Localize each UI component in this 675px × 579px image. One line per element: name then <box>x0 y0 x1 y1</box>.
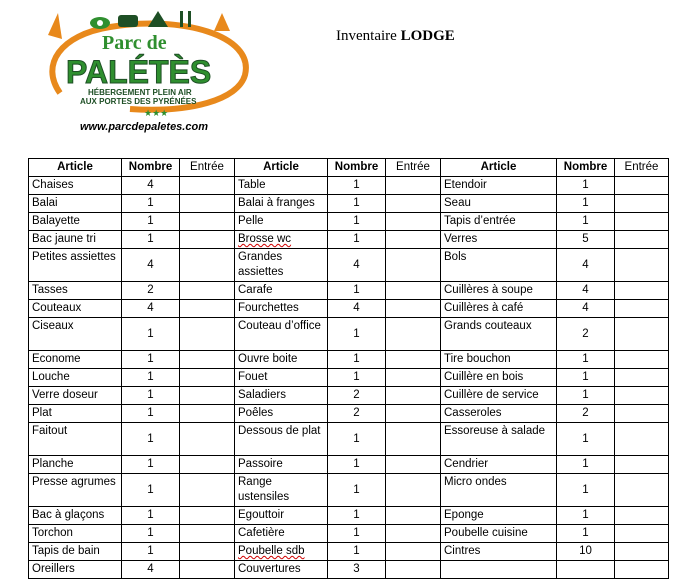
article-cell <box>235 213 328 231</box>
article-label: Tire bouchon <box>444 353 511 365</box>
entree-cell[interactable] <box>180 300 235 318</box>
article-cell <box>441 525 557 543</box>
nombre-cell: 2 <box>557 318 615 351</box>
entree-cell[interactable] <box>386 351 441 369</box>
article-label: Etendoir <box>444 179 487 191</box>
article-label: Bols <box>444 251 467 263</box>
nombre-cell: 10 <box>557 543 615 561</box>
nombre-cell: 1 <box>122 195 180 213</box>
article-label: Torchon <box>32 527 73 539</box>
entree-cell[interactable] <box>386 300 441 318</box>
nombre-cell: 1 <box>328 369 386 387</box>
table-row <box>29 231 669 249</box>
article-cell <box>235 351 328 369</box>
entree-cell[interactable] <box>386 213 441 231</box>
nombre-cell: 1 <box>328 507 386 525</box>
nombre-cell: 4 <box>122 249 180 282</box>
article-label: Presse agrumes <box>32 476 116 488</box>
nombre-cell: 1 <box>557 456 615 474</box>
article-label: Seau <box>444 197 471 209</box>
nombre-cell: 1 <box>557 525 615 543</box>
entree-cell[interactable] <box>180 318 235 351</box>
table-row <box>29 249 669 282</box>
article-cell <box>441 300 557 318</box>
entree-cell[interactable] <box>180 561 235 579</box>
nombre-cell: 1 <box>328 231 386 249</box>
article-label: Faitout <box>32 425 68 437</box>
article-label: Passoire <box>238 458 283 470</box>
article-label: Bac à glaçons <box>32 509 105 521</box>
header-entree-3: Entrée <box>615 159 669 177</box>
article-label: Bac jaune tri <box>32 233 96 245</box>
entree-cell[interactable] <box>180 369 235 387</box>
nombre-cell: 1 <box>122 405 180 423</box>
nombre-cell: 2 <box>557 405 615 423</box>
article-label: Tapis de bain <box>32 545 100 557</box>
header-entree-2: Entrée <box>386 159 441 177</box>
article-cell <box>29 525 122 543</box>
article-label: Balayette <box>32 215 80 227</box>
nombre-cell: 1 <box>328 351 386 369</box>
entree-cell[interactable] <box>180 282 235 300</box>
nombre-cell: 1 <box>122 387 180 405</box>
nombre-cell: 1 <box>122 543 180 561</box>
nombre-cell: 1 <box>557 195 615 213</box>
article-cell <box>441 231 557 249</box>
article-cell <box>441 507 557 525</box>
entree-cell[interactable] <box>180 456 235 474</box>
entree-cell[interactable] <box>180 177 235 195</box>
entree-cell[interactable] <box>180 351 235 369</box>
article-label: Poêles <box>238 407 274 419</box>
article-cell <box>441 177 557 195</box>
article-cell <box>29 282 122 300</box>
table-row <box>29 561 669 579</box>
entree-cell[interactable] <box>180 387 235 405</box>
nombre-cell: 1 <box>122 318 180 351</box>
article-label: Saladiers <box>238 389 286 401</box>
header-article-1: Article <box>29 159 122 177</box>
article-cell <box>235 387 328 405</box>
table-row <box>29 195 669 213</box>
nombre-cell: 1 <box>328 318 386 351</box>
article-cell <box>29 474 122 507</box>
entree-cell[interactable] <box>180 474 235 507</box>
logo-brand-main: PALÉTÈS <box>66 54 212 90</box>
article-label: Poubelle cuisine <box>444 527 528 539</box>
header-nombre-3: Nombre <box>557 159 615 177</box>
entree-cell[interactable] <box>386 405 441 423</box>
entree-cell[interactable] <box>386 525 441 543</box>
nombre-cell: 4 <box>328 249 386 282</box>
article-cell <box>235 231 328 249</box>
article-cell <box>441 249 557 282</box>
article-label: Fouet <box>238 371 268 383</box>
table-header-row <box>29 159 669 177</box>
nombre-cell: 4 <box>557 300 615 318</box>
header-article-3: Article <box>441 159 557 177</box>
table-row <box>29 177 669 195</box>
article-label: Chaises <box>32 179 74 191</box>
table-row <box>29 525 669 543</box>
article-label: Verre doseur <box>32 389 98 401</box>
article-label: Cuillères à café <box>444 302 524 314</box>
article-cell <box>235 507 328 525</box>
article-cell <box>235 369 328 387</box>
nombre-cell: 1 <box>122 231 180 249</box>
article-cell <box>441 282 557 300</box>
article-label: Casseroles <box>444 407 502 419</box>
title-name: LODGE <box>400 28 455 44</box>
article-label: Petites assiettes <box>32 251 116 263</box>
article-cell <box>29 249 122 282</box>
header-nombre-2: Nombre <box>328 159 386 177</box>
article-label: Range ustensiles <box>238 476 290 503</box>
entree-cell[interactable] <box>615 561 669 579</box>
entree-cell[interactable] <box>615 405 669 423</box>
article-label: Plat <box>32 407 52 419</box>
article-label: Dessous de plat <box>238 425 321 437</box>
entree-cell[interactable] <box>386 249 441 282</box>
entree-cell[interactable] <box>180 195 235 213</box>
article-label: Cuillères à soupe <box>444 284 533 296</box>
article-cell <box>29 177 122 195</box>
article-label: Poubelle sdb <box>238 545 305 557</box>
article-cell <box>29 195 122 213</box>
article-cell <box>235 456 328 474</box>
article-cell <box>235 405 328 423</box>
entree-cell[interactable] <box>615 543 669 561</box>
article-cell <box>235 300 328 318</box>
nombre-cell: 1 <box>328 525 386 543</box>
article-cell <box>441 195 557 213</box>
entree-cell[interactable] <box>615 318 669 351</box>
article-cell <box>441 369 557 387</box>
entree-cell[interactable] <box>180 405 235 423</box>
article-cell <box>29 561 122 579</box>
entree-cell[interactable] <box>386 369 441 387</box>
entree-cell[interactable] <box>180 249 235 282</box>
logo-tagline-1: HÉBERGEMENT PLEIN AIR <box>88 88 192 97</box>
nombre-cell: 2 <box>122 282 180 300</box>
article-cell <box>441 213 557 231</box>
article-cell <box>29 351 122 369</box>
nombre-cell: 4 <box>557 282 615 300</box>
nombre-cell: 1 <box>557 423 615 456</box>
article-cell <box>235 561 328 579</box>
article-cell <box>29 318 122 351</box>
table-row <box>29 507 669 525</box>
table-row <box>29 369 669 387</box>
document-title <box>336 28 455 45</box>
entree-cell[interactable] <box>615 282 669 300</box>
article-label: Cendrier <box>444 458 489 470</box>
table-row <box>29 405 669 423</box>
article-label: Planche <box>32 458 74 470</box>
entree-cell[interactable] <box>615 474 669 507</box>
article-cell <box>235 543 328 561</box>
entree-cell[interactable] <box>386 282 441 300</box>
article-cell <box>441 423 557 456</box>
title-prefix: Inventaire <box>336 28 397 44</box>
entree-cell[interactable] <box>386 543 441 561</box>
nombre-cell: 2 <box>328 387 386 405</box>
logo-brand-top: Parc de <box>102 32 167 54</box>
nombre-cell: 1 <box>557 507 615 525</box>
article-cell <box>441 561 557 579</box>
nombre-cell: 1 <box>122 351 180 369</box>
nombre-cell <box>557 561 615 579</box>
nombre-cell: 1 <box>122 456 180 474</box>
entree-cell[interactable] <box>180 231 235 249</box>
table-row <box>29 213 669 231</box>
article-cell <box>29 405 122 423</box>
entree-cell[interactable] <box>615 369 669 387</box>
article-cell <box>235 249 328 282</box>
article-cell <box>29 231 122 249</box>
nombre-cell: 1 <box>122 474 180 507</box>
nombre-cell: 4 <box>557 249 615 282</box>
article-cell <box>235 195 328 213</box>
entree-cell[interactable] <box>180 507 235 525</box>
article-label: Fourchettes <box>238 302 299 314</box>
entree-cell[interactable] <box>615 351 669 369</box>
article-label: Tapis d’entrée <box>444 215 516 227</box>
table-row <box>29 474 669 507</box>
article-label: Balai à franges <box>238 197 315 209</box>
nombre-cell: 1 <box>557 387 615 405</box>
nombre-cell: 1 <box>557 213 615 231</box>
entree-cell[interactable] <box>386 231 441 249</box>
entree-cell[interactable] <box>180 525 235 543</box>
article-label: Micro ondes <box>444 476 507 488</box>
parc-de-paletes-logo <box>40 5 258 137</box>
article-label: Couvertures <box>238 563 301 575</box>
article-cell <box>29 300 122 318</box>
article-cell <box>235 318 328 351</box>
header-nombre-1: Nombre <box>122 159 180 177</box>
article-cell <box>441 456 557 474</box>
article-label: Econome <box>32 353 81 365</box>
article-label: Louche <box>32 371 70 383</box>
header-article-2: Article <box>235 159 328 177</box>
entree-cell[interactable] <box>615 177 669 195</box>
entree-cell[interactable] <box>180 543 235 561</box>
nombre-cell: 1 <box>122 369 180 387</box>
article-label: Egouttoir <box>238 509 285 521</box>
entree-cell[interactable] <box>386 423 441 456</box>
entree-cell[interactable] <box>386 387 441 405</box>
nombre-cell: 4 <box>122 300 180 318</box>
entree-cell[interactable] <box>615 525 669 543</box>
nombre-cell: 4 <box>122 561 180 579</box>
article-label: Ouvre boite <box>238 353 298 365</box>
article-label: Grandes assiettes <box>238 251 284 278</box>
entree-cell[interactable] <box>180 213 235 231</box>
entree-cell[interactable] <box>615 231 669 249</box>
article-label: Essoreuse à salade <box>444 425 546 437</box>
article-cell <box>235 423 328 456</box>
entree-cell[interactable] <box>615 249 669 282</box>
article-label: Tasses <box>32 284 68 296</box>
article-cell <box>29 507 122 525</box>
article-cell <box>29 387 122 405</box>
article-label: Pelle <box>238 215 264 227</box>
entree-cell[interactable] <box>615 507 669 525</box>
article-label: Brosse wc <box>238 233 292 245</box>
nombre-cell: 1 <box>557 474 615 507</box>
nombre-cell: 1 <box>122 423 180 456</box>
table-row <box>29 387 669 405</box>
nombre-cell: 1 <box>328 213 386 231</box>
entree-cell[interactable] <box>615 423 669 456</box>
nombre-cell: 1 <box>557 177 615 195</box>
nombre-cell: 4 <box>328 300 386 318</box>
nombre-cell: 1 <box>328 456 386 474</box>
article-cell <box>235 282 328 300</box>
article-label: Couteaux <box>32 302 82 314</box>
entree-cell[interactable] <box>180 423 235 456</box>
nombre-cell: 2 <box>328 405 386 423</box>
entree-cell[interactable] <box>386 561 441 579</box>
entree-cell[interactable] <box>386 318 441 351</box>
article-cell <box>235 474 328 507</box>
entree-cell[interactable] <box>386 474 441 507</box>
entree-cell[interactable] <box>615 300 669 318</box>
article-cell <box>441 351 557 369</box>
entree-cell[interactable] <box>386 507 441 525</box>
article-label: Grands couteaux <box>444 320 532 332</box>
article-cell <box>29 456 122 474</box>
nombre-cell: 3 <box>328 561 386 579</box>
article-cell <box>441 405 557 423</box>
article-label: Balai <box>32 197 58 209</box>
table-row <box>29 351 669 369</box>
article-cell <box>235 525 328 543</box>
article-cell <box>235 177 328 195</box>
table-row <box>29 300 669 318</box>
article-cell <box>441 474 557 507</box>
nombre-cell: 1 <box>328 177 386 195</box>
nombre-cell: 1 <box>122 507 180 525</box>
article-label: Cafetière <box>238 527 285 539</box>
article-label: Ciseaux <box>32 320 74 332</box>
article-cell <box>29 423 122 456</box>
nombre-cell: 1 <box>328 474 386 507</box>
article-cell <box>29 543 122 561</box>
nombre-cell: 5 <box>557 231 615 249</box>
nombre-cell: 1 <box>328 195 386 213</box>
table-row <box>29 543 669 561</box>
nombre-cell: 4 <box>122 177 180 195</box>
nombre-cell: 1 <box>122 525 180 543</box>
entree-cell[interactable] <box>615 195 669 213</box>
article-label: Cintres <box>444 545 481 557</box>
entree-cell[interactable] <box>615 456 669 474</box>
table-row <box>29 318 669 351</box>
article-label: Carafe <box>238 284 273 296</box>
table-row <box>29 423 669 456</box>
table-row <box>29 282 669 300</box>
logo-url: www.parcdepaletes.com <box>80 121 208 133</box>
nombre-cell: 1 <box>557 369 615 387</box>
entree-cell[interactable] <box>386 195 441 213</box>
article-label: Couteau d’office <box>238 320 321 332</box>
article-cell <box>441 543 557 561</box>
nombre-cell: 1 <box>328 543 386 561</box>
nombre-cell: 1 <box>557 351 615 369</box>
article-label: Eponge <box>444 509 484 521</box>
article-cell <box>29 369 122 387</box>
inventory-table <box>28 158 669 579</box>
nombre-cell: 1 <box>328 423 386 456</box>
article-cell <box>441 318 557 351</box>
logo-tagline-2: AUX PORTES DES PYRÉNÉES <box>80 97 197 106</box>
nombre-cell: 1 <box>122 213 180 231</box>
article-label: Table <box>238 179 266 191</box>
entree-cell[interactable] <box>386 177 441 195</box>
table-row <box>29 456 669 474</box>
entree-cell[interactable] <box>615 387 669 405</box>
logo-stars: ★★★ <box>144 109 169 119</box>
article-cell <box>29 213 122 231</box>
article-label: Cuillère de service <box>444 389 539 401</box>
entree-cell[interactable] <box>615 213 669 231</box>
nombre-cell: 1 <box>328 282 386 300</box>
article-label: Oreillers <box>32 563 75 575</box>
article-cell <box>441 387 557 405</box>
header-entree-1: Entrée <box>180 159 235 177</box>
entree-cell[interactable] <box>386 456 441 474</box>
article-label: Cuillère en bois <box>444 371 524 383</box>
article-label: Verres <box>444 233 478 245</box>
